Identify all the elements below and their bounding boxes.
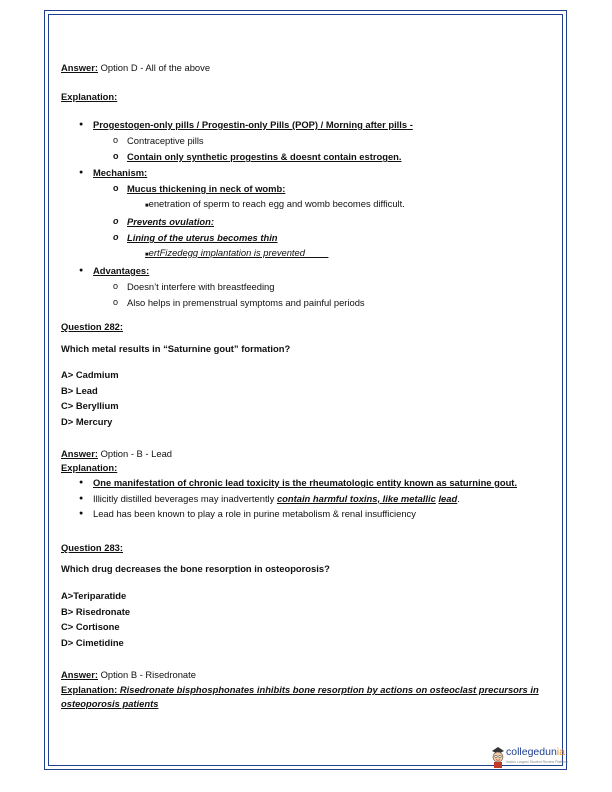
list-item: o Prevents ovulation: xyxy=(61,216,546,228)
q282-explanation-list xyxy=(61,477,546,520)
list-item: B> Lead xyxy=(61,384,98,396)
logo-wordmark: collegedunia xyxy=(506,746,565,758)
q282-answer: Answer: Option - B - Lead xyxy=(61,448,172,459)
list-item: o Contraceptive pills xyxy=(61,135,546,147)
list-item: B> Risedronate xyxy=(61,605,131,617)
mascot-icon xyxy=(490,746,506,768)
q282-title: Question 282: xyxy=(61,321,123,332)
list-item: C> Beryllium xyxy=(61,400,119,411)
mechanism-detail: ■ertFizedegg implantation is prevented xyxy=(145,247,305,258)
logo-tagline: India's Largest Student Review Platform xyxy=(506,760,569,764)
q282-explanation-label: Explanation: xyxy=(61,462,118,473)
q283-title: Question 283: xyxy=(61,542,123,553)
list-item: o Mucus thickening in neck of womb: xyxy=(61,183,546,195)
list-item: D> Cimetidine xyxy=(61,636,124,648)
list-item: C> Cortisone xyxy=(61,621,120,632)
q283-question: Which drug decreases the bone resorption in osteoporosis? xyxy=(61,563,330,574)
q282-question: Which metal results in “Saturnine gout” formation? xyxy=(61,343,291,354)
list-item: ● Mechanism: xyxy=(61,167,546,179)
q283-options xyxy=(61,590,130,649)
q282-options xyxy=(61,369,119,428)
list-item: o Lining of the uterus becomes thin xyxy=(61,232,546,244)
q283-explanation: Explanation: Risedronate bisphosphonates inhibits bone resorption by actions on osteoclast precursors in osteoporosis patients xyxy=(61,684,539,709)
mechanism-detail: ■enetration of sperm to reach egg and womb becomes difficult. xyxy=(145,198,405,209)
q281-answer: Answer: Option D - All of the above xyxy=(61,62,211,73)
list-item: o Contain only synthetic progestins & doesnt contain estrogen. xyxy=(61,151,546,163)
list-item: D> Mercury xyxy=(61,415,113,427)
list-item: o Doesn’t interfere with breastfeeding xyxy=(61,281,546,293)
list-item: ● Lead has been known to play a role in purine metabolism & renal insufficiency xyxy=(61,508,546,520)
list-item: ● Advantages: xyxy=(61,265,546,277)
list-item: A>Teriparatide xyxy=(61,590,127,601)
q283-answer: Answer: Option B - Risedronate xyxy=(61,669,196,680)
list-item: A> Cadmium xyxy=(61,369,119,380)
list-item: ● One manifestation of chronic lead toxicity is the rheumatologic entity known as saturnine gout. xyxy=(61,477,546,489)
list-item: ● Illicitly distilled beverages may inadvertently contain harmful toxins, like metallic lead. xyxy=(61,493,546,505)
collegedunia-logo xyxy=(490,746,570,772)
list-item: ● Progestogen-only pills / Progestin-only Pills (POP) / Morning after pills - xyxy=(61,119,546,131)
q281-explanation-list xyxy=(61,119,546,309)
list-item: o Also helps in premenstrual symptoms and painful periods xyxy=(61,297,546,309)
q281-explanation-label: Explanation: xyxy=(61,91,118,102)
